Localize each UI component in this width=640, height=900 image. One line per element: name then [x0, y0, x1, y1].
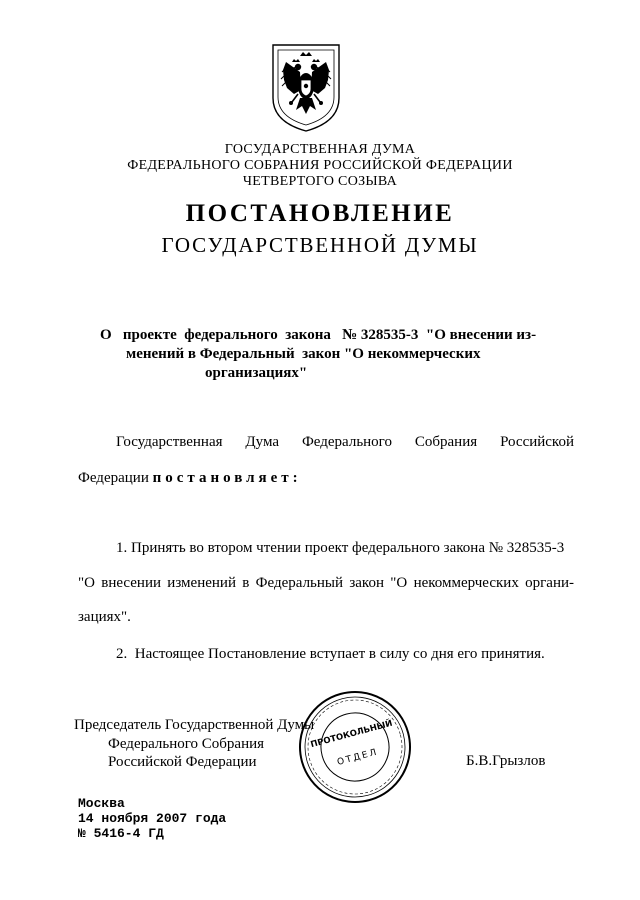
- convocation: ЧЕТВЕРТОГО СОЗЫВА: [242, 174, 398, 189]
- item-1-line-2: "О внесении изменений в Федеральный закон "О некоммерческих органи-: [78, 575, 574, 591]
- subject-line-1: О проекте федерального закона № 328535-3 "О внесении из-: [100, 327, 537, 343]
- stamp-text-top: ПРОТОКОЛЬНЫЙ: [309, 718, 394, 751]
- subject-line-2: менений в Федеральный закон "О некоммерческих: [126, 346, 481, 362]
- resolution-number: № 5416-4 ГД: [78, 826, 164, 841]
- signatory-title-line-2: Федерального Собрания: [108, 736, 265, 752]
- resolves-word: постановляет:: [152, 470, 302, 486]
- item-2: 2. Настоящее Постановление вступает в силу со дня его принятия.: [116, 646, 545, 662]
- organization-name: ГОСУДАРСТВЕННАЯ ДУМА: [224, 142, 416, 157]
- document-issuer: ГОСУДАРСТВЕННОЙ ДУМЫ: [161, 233, 479, 257]
- place-of-signing: Москва: [78, 796, 125, 811]
- organization-parent: ФЕДЕРАЛЬНОГО СОБРАНИЯ РОССИЙСКОЙ ФЕДЕРАЦИИ: [127, 158, 513, 173]
- coat-of-arms-emblem: [270, 42, 342, 134]
- preamble-line-1: Государственная Дума Федерального Собрания Российской: [116, 434, 574, 450]
- protocol-department-stamp: [296, 688, 414, 806]
- signing-date: 14 ноября 2007 года: [78, 811, 227, 826]
- item-1-line-1: 1. Принять во втором чтении проект федерального закона № 328535-3: [116, 540, 565, 556]
- signatory-title-line-1: Председатель Государственной Думы: [74, 717, 315, 733]
- item-1-line-3: зациях".: [78, 609, 131, 625]
- signatory-title-line-3: Российской Федерации: [108, 754, 257, 770]
- document-type: ПОСТАНОВЛЕНИЕ: [185, 200, 455, 227]
- preamble-text: Федерации: [78, 470, 153, 486]
- subject-line-3: организациях": [205, 365, 308, 381]
- stamp-text-bottom: ОТДЕЛ: [336, 747, 380, 768]
- signatory-name: Б.В.Грызлов: [466, 753, 546, 769]
- preamble-line-2: [78, 468, 302, 488]
